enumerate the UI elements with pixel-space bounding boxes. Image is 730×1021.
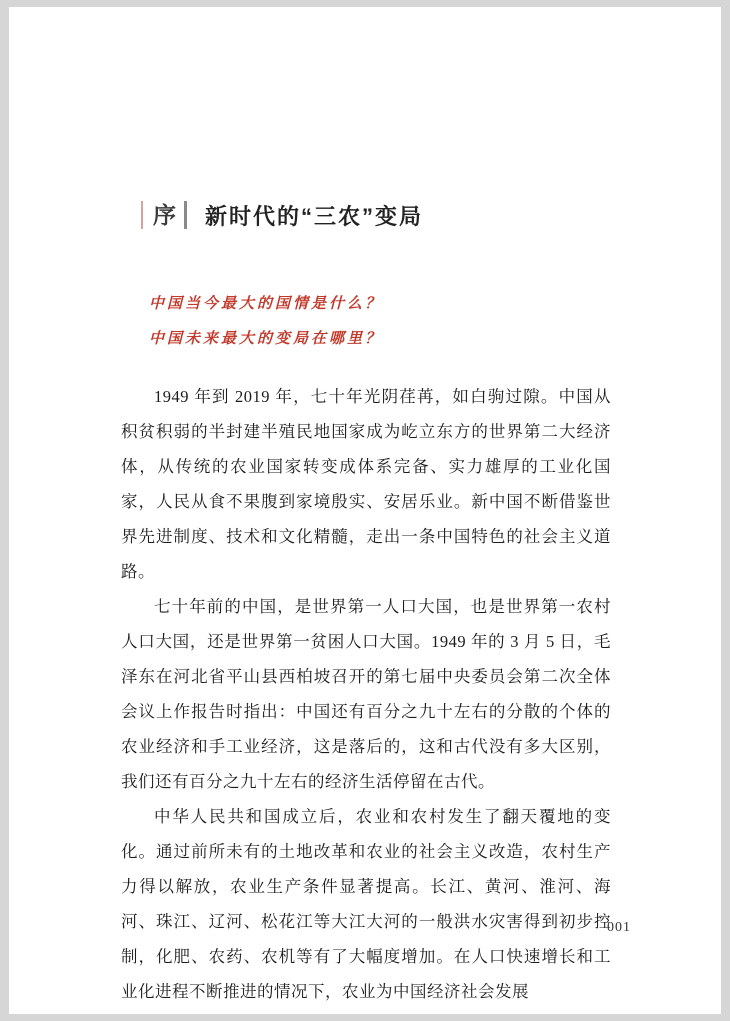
epigraph xyxy=(149,287,609,357)
page-title: 新时代的“三农”变局 xyxy=(205,203,424,229)
page-number: 001 xyxy=(607,920,631,935)
book-page xyxy=(9,7,721,1014)
paragraph-3: 中华人民共和国成立后，农业和农村发生了翻天覆地的变化。通过前所未有的土地改革和农业的社会主义改造，农村生产力得以解放，农业生产条件显著提高。长江、黄河、淮河、海河、珠江、辽河、松花江等大江大河的一般洪水灾害得到初步控制，化肥、农药、农机等有了大幅度增加。在人口快速增长和工业化进程不断推进的情况下，农业为中国经济社会发展 xyxy=(121,807,611,1001)
epigraph-line-1: 中国当今最大的国情是什么？ xyxy=(149,296,384,312)
paragraph-1: 1949 年到 2019 年，七十年光阴荏苒，如白驹过隙。中国从积贫积弱的半封建半殖民地国家成为屹立东方的世界第二大经济体，从传统的农业国家转变成体系完备、实力雄厚的工业化国家，人民从食不果腹到家境殷实、安居乐业。新中国不断借鉴世界先进制度、技术和文化精髓，走出一条中国特色的社会主义道路。 xyxy=(121,387,611,581)
epigraph-line-2: 中国未来最大的变局在哪里？ xyxy=(149,331,384,347)
preface-label: 序 xyxy=(141,201,187,229)
body-text xyxy=(121,379,611,1009)
chapter-title-row xyxy=(141,199,609,231)
paragraph-2: 七十年前的中国，是世界第一人口大国，也是世界第一农村人口大国，还是世界第一贫困人口大国。1949 年的 3 月 5 日，毛泽东在河北省平山县西柏坡召开的第七届中央委员会第二次全体会议上作报告时指出：中国还有百分之九十左右的分散的个体的农业经济和手工业经济，这是落后的，这和古代没有多大区别，我们还有百分之九十左右的经济生活停留在古代。 xyxy=(121,597,611,791)
